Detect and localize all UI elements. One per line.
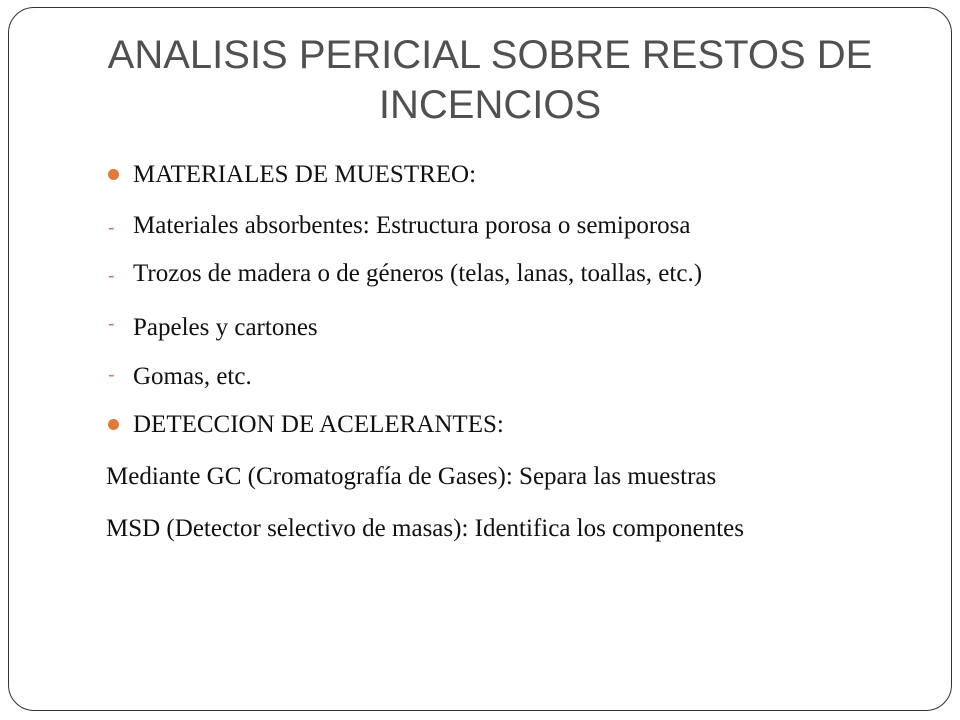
paragraph-line: Mediante GC (Cromatografía de Gases): Separa las muestras xyxy=(106,463,717,490)
list-item: Papeles y cartones xyxy=(133,314,318,341)
dash-bullet-icon: - xyxy=(108,265,115,287)
section-heading-materiales: MATERIALES DE MUESTREO: xyxy=(133,161,477,188)
slide-title xyxy=(60,30,920,130)
slide-title-line-1: ANALISIS PERICIAL SOBRE RESTOS DE xyxy=(107,33,873,77)
dash-bullet-icon: - xyxy=(108,217,115,239)
list-item: Materiales absorbentes: Estructura porosa o semiporosa xyxy=(133,212,691,239)
section-heading-deteccion: DETECCION DE ACELERANTES: xyxy=(133,411,504,438)
dash-bullet-icon: - xyxy=(108,313,115,335)
slide-title-line-2: INCENCIOS xyxy=(378,83,602,127)
bullet-dot-icon xyxy=(108,419,119,430)
list-item: Trozos de madera o de géneros (telas, lanas, toallas, etc.) xyxy=(133,260,703,287)
list-item: Gomas, etc. xyxy=(133,363,252,390)
dash-bullet-icon: - xyxy=(108,364,115,386)
bullet-dot-icon xyxy=(108,169,119,180)
paragraph-line: MSD (Detector selectivo de masas): Identifica los componentes xyxy=(106,515,745,542)
